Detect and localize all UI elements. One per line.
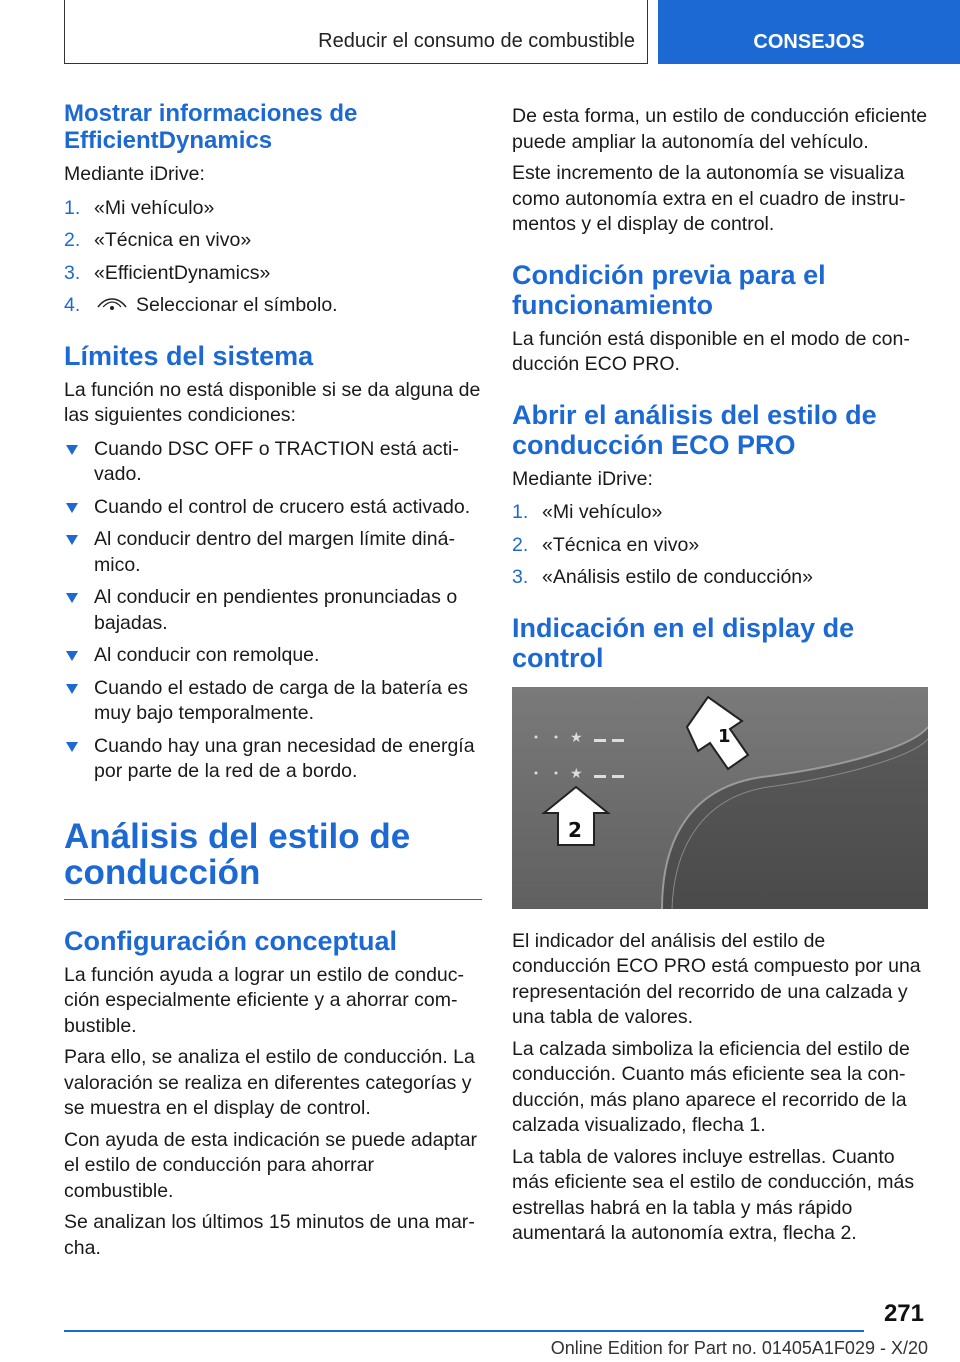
bullet-arrow-icon	[66, 445, 78, 455]
list-item	[64, 585, 482, 636]
svg-text:★: ★	[570, 729, 583, 746]
display-figure	[512, 687, 928, 909]
bullet-arrow-icon	[66, 651, 78, 661]
bullet-list	[64, 437, 482, 785]
footer-edition: Online Edition for Part no. 01405A1F029 - X/20	[550, 1338, 928, 1358]
step-text: «Técnica en vivo»	[542, 533, 700, 556]
page-number: 271	[883, 1300, 924, 1327]
list-item	[64, 196, 482, 222]
bullet-text: Al conducir en pendientes pronunciadas o bajadas.	[94, 586, 458, 634]
bullet-text: Al conducir dentro del margen límite dinámico.	[94, 528, 455, 576]
step-text: «Análisis estilo de conducción»	[542, 566, 814, 588]
arrow-2-label: 2	[568, 817, 582, 842]
paragraph: Mediante iDrive:	[64, 163, 205, 185]
bullet-arrow-icon	[66, 503, 78, 513]
paragraph: Este incremento de la autonomía se visualiza como autonomía extra en el cuadro de instrumentos y el display de control.	[512, 162, 906, 235]
paragraph: El indicador del análisis del estilo de conducción ECO PRO está compuesto por una representación del recorrido de una calzada y una tabla de valores.	[512, 929, 921, 1028]
heading-limites: Límites del sistema	[64, 340, 314, 371]
left-column	[64, 100, 482, 1267]
footer-divider	[64, 1330, 864, 1332]
section-tab[interactable]: CONSEJOS	[658, 0, 960, 64]
bullet-arrow-icon	[66, 742, 78, 752]
paragraph: La función está disponible en el modo de conducción ECO PRO.	[512, 327, 910, 375]
list-item	[64, 293, 482, 319]
list-item	[64, 734, 482, 785]
step-text: «Mi vehículo»	[94, 196, 215, 219]
paragraph: De esta forma, un estilo de conducción eficiente puede ampliar la autonomía del vehículo.	[512, 105, 928, 153]
list-item	[64, 228, 482, 254]
step-text: «Técnica en vivo»	[94, 229, 252, 251]
list-item	[64, 676, 482, 727]
paragraph: La función no está disponible si se da alguna de las siguientes condiciones:	[64, 378, 481, 426]
bullet-text: Cuando DSC OFF o TRACTION está activado.	[94, 437, 459, 485]
heading-indicacion: Indicación en el display de control	[512, 612, 855, 673]
steps-list	[512, 500, 928, 591]
header-title: Reducir el consumo de combustible	[318, 30, 635, 52]
list-item	[64, 437, 482, 488]
step-number: 1.	[512, 501, 529, 523]
step-number: 2.	[64, 229, 81, 251]
step-number: 3.	[512, 566, 529, 588]
road-display-illustration	[512, 687, 928, 909]
paragraph: Para ello, se analiza el estilo de conducción. La valoración se realiza en diferentes categorías y se muestra en el display de control.	[64, 1046, 475, 1119]
header-box	[64, 0, 648, 64]
svg-text:★: ★	[570, 765, 583, 782]
paragraph: Se analizan los últimos 15 minutos de una marcha.	[64, 1211, 475, 1259]
list-item	[512, 500, 928, 526]
bullet-arrow-icon	[66, 684, 78, 694]
list-item	[64, 495, 482, 521]
heading-condicion: Condición previa para el funcionamiento	[512, 259, 826, 320]
steps-list	[64, 196, 482, 319]
list-item	[64, 643, 482, 669]
bullet-arrow-icon	[66, 535, 78, 545]
paragraph: La calzada simboliza la eficiencia del estilo de conducción. Cuanto más eficiente sea la conducción, más plano aparece el recorrido de la calzada visualizado, flecha 1.	[512, 1037, 910, 1136]
bullet-text: Cuando el control de crucero está activado.	[94, 495, 471, 518]
bullet-text: Cuando el estado de carga de la batería es muy bajo temporalmente.	[94, 676, 469, 724]
step-number: 3.	[64, 261, 81, 284]
arrow-1-label: 1	[718, 725, 731, 747]
step-text: «Mi vehículo»	[542, 501, 663, 523]
heading-efficientdynamics: Mostrar informaciones de EfficientDynamics	[64, 100, 358, 154]
paragraph: Con ayuda de esta indicación se puede adaptar el estilo de conducción para ahorrar combustible.	[64, 1128, 478, 1202]
step-text: Seleccionar el símbolo.	[136, 294, 338, 316]
heading-abrir-analisis: Abrir el análisis del estilo de conducción ECO PRO	[512, 399, 877, 460]
list-item	[512, 533, 928, 559]
efficientdynamics-icon	[94, 295, 130, 313]
paragraph: La tabla de valores incluye estrellas. Cuanto más eficiente sea el estilo de conducción, más estrellas habrá en la tabla y más rápido aumentará la autonomía extra, flecha 2.	[512, 1145, 915, 1244]
bullet-text: Cuando hay una gran necesidad de energía por parte de la red de a bordo.	[94, 734, 475, 782]
step-number: 2.	[512, 533, 529, 556]
step-number: 4.	[64, 294, 81, 316]
list-item	[64, 261, 482, 287]
step-text: «EfficientDynamics»	[94, 261, 271, 284]
paragraph: La función ayuda a lograr un estilo de conducción especialmente eficiente y a ahorrar combustible.	[64, 963, 465, 1037]
main-section-heading: Análisis del estilo de conducción	[64, 819, 482, 900]
right-column	[512, 104, 928, 1253]
heading-configuracion: Configuración conceptual	[64, 925, 398, 956]
list-item	[64, 527, 482, 578]
step-number: 1.	[64, 196, 81, 219]
bullet-text: Al conducir con remolque.	[94, 644, 320, 666]
bullet-arrow-icon	[66, 593, 78, 603]
list-item	[512, 565, 928, 591]
paragraph: Mediante iDrive:	[512, 467, 653, 490]
